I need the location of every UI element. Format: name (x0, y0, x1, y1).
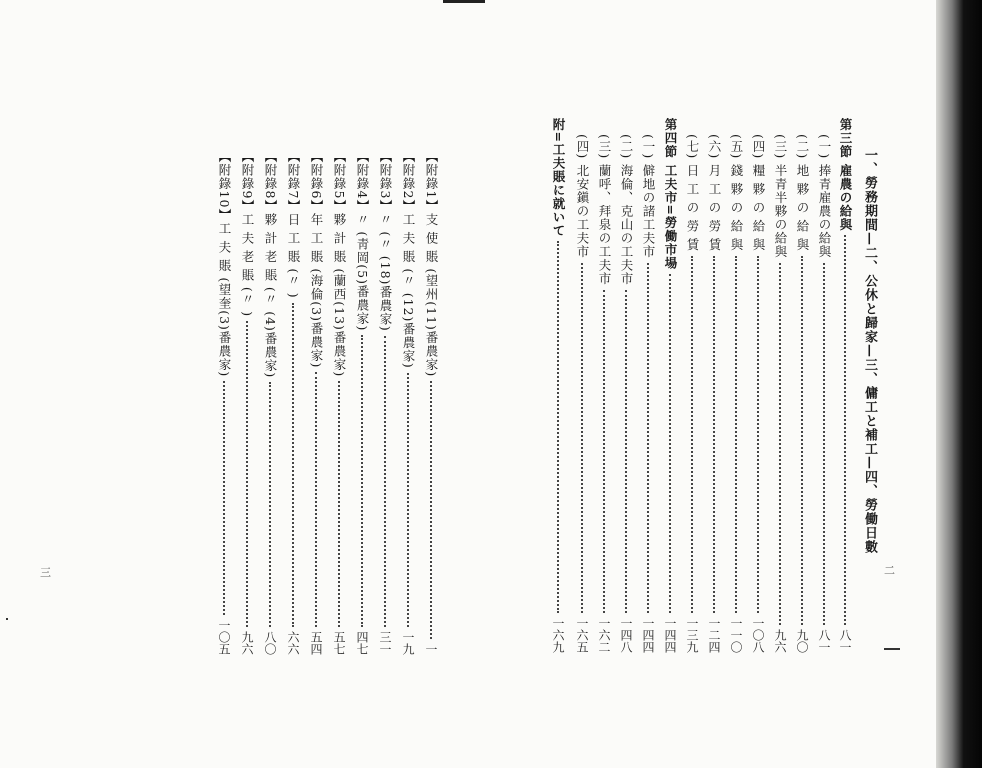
toc-entry-page: 一一〇 (729, 617, 743, 653)
toc-entry (617, 134, 635, 653)
appendix-entry (376, 150, 394, 655)
appendix-entry-page: 六六 (286, 631, 300, 655)
right-page-number: 二 (884, 564, 895, 577)
toc-entry-page: 一四八 (619, 617, 633, 653)
toc-entry-page: 九六 (773, 629, 787, 653)
toc-entry (573, 134, 591, 653)
toc-entry (771, 134, 789, 653)
dot-leader (801, 256, 803, 625)
dot-leader (407, 373, 409, 627)
dot-leader (315, 372, 317, 627)
appendix-entry-label: 【附錄9】工 夫 老 賬 (〃 ) (240, 150, 255, 318)
appendix-entry-page: 九六 (240, 631, 254, 655)
top-gutter-mark (443, 0, 485, 3)
toc-entry (705, 134, 723, 653)
toc-entry (749, 134, 767, 653)
dot-leader (384, 336, 386, 627)
dot-leader (269, 382, 271, 627)
toc-entry-label: 第三節 雇農の給與 (838, 118, 853, 232)
toc-entry (549, 118, 567, 653)
toc-entry (793, 134, 811, 653)
appendix-entry (307, 150, 325, 655)
appendix-entry-page: 四七 (355, 631, 369, 655)
appendix-entry (238, 150, 256, 655)
toc-entry-page: 一六五 (575, 617, 589, 653)
toc-entry (639, 134, 657, 653)
appendix-entry-label: 【附錄1】支 使 賬 (望州(11)番農家) (424, 150, 439, 378)
dot-leader (844, 235, 846, 625)
appendix-entry (353, 150, 371, 655)
appendix-entry-label: 【附錄6】年 工 賬 (海倫(3)番農家) (309, 150, 324, 369)
appendix-entry-label: 【附錄4】〃 (靑岡(5)番農家) (355, 150, 370, 332)
dot-leader (669, 274, 671, 613)
dot-leader (223, 381, 225, 615)
toc-entry-page: 八一 (817, 629, 831, 653)
toc-entry-label: (二) 地 夥 の 給 與 (795, 134, 810, 252)
appendix-entry-page: 一〇五 (217, 619, 231, 655)
toc-entry-label: (二) 海倫、克山の工夫市 (619, 134, 634, 286)
toc-entry (683, 134, 701, 653)
dot-leader (557, 241, 559, 613)
toc-entry (836, 118, 854, 653)
toc-entry-page: 一二四 (707, 617, 721, 653)
dot-leader (757, 256, 759, 613)
appendix-entry (284, 150, 302, 655)
appendix-entry (422, 150, 440, 655)
toc-entry-label: (一) 僻地の諸工夫市 (641, 134, 656, 259)
dot-leader (603, 290, 605, 613)
toc-entry (661, 118, 679, 653)
appendix-entry-label: 【附錄8】夥 計 老 賬 (〃 (4)番農家) (263, 150, 278, 379)
left-page-number: 三 (40, 566, 51, 579)
toc-entry-label: (三) 半青半夥の給與 (773, 134, 788, 259)
dot-leader (430, 381, 432, 639)
dot-leader (647, 263, 649, 613)
toc-entry-label: (四) 糧 夥 の 給 與 (751, 134, 766, 252)
dot-leader (713, 256, 715, 613)
toc-entry-label: (五) 錢 夥 の 給 與 (729, 134, 744, 252)
dot-leader (292, 303, 294, 627)
appendix-entry-page: 八〇 (263, 631, 277, 655)
appendix-entry-page: 三一 (378, 631, 392, 655)
toc-entry (595, 134, 613, 653)
appendix-entry-label: 【附錄5】夥 計 賬 (蘭西(13)番農家) (332, 150, 347, 378)
dot-leader (625, 290, 627, 613)
right-page-header: 一、勞務期間—二、公休と歸家—三、傭工と補工—四、勞働日數 (862, 148, 877, 554)
appendix-entry-label: 【附錄2】工 夫 賬 (〃 (12)番農家) (401, 150, 416, 369)
appendix-entry (330, 150, 348, 655)
dot-leader (581, 263, 583, 613)
appendix-entry-label: 【附錄7】日 工 賬 (〃 ) (286, 150, 301, 299)
toc-entry-label: (一) 捧青雇農の給與 (817, 134, 832, 259)
toc-entry-label: (七) 日 工 の 勞 賃 (685, 134, 700, 252)
toc-entry-label: 第四節 工夫市=勞働市場 (663, 118, 678, 270)
right-page-edge-shadow (936, 0, 982, 768)
dot-leader (735, 256, 737, 613)
toc-entry-page: 一四四 (641, 617, 655, 653)
scan-mark (884, 648, 900, 650)
dot-leader (338, 381, 340, 627)
appendix-entry-page: 一 (424, 643, 438, 655)
appendix-entry (399, 150, 417, 655)
dot-leader (823, 263, 825, 625)
appendix-entry (261, 150, 279, 655)
toc-entry-page: 一六二 (597, 617, 611, 653)
appendix-entry (215, 150, 233, 655)
dot-leader (361, 335, 363, 627)
toc-entry-page: 九〇 (795, 629, 809, 653)
toc-entry (815, 134, 833, 653)
scan-speck (6, 618, 8, 620)
appendix-entry-page: 五七 (332, 631, 346, 655)
dot-leader (779, 263, 781, 625)
toc-entry-label: (三) 蘭呼、拜泉の工夫市 (597, 134, 612, 286)
toc-entry-label: 附=工夫賬に就いて (551, 118, 566, 238)
appendix-entry-label: 【附錄10】工 夫 賬 (望奎(3)番農家) (217, 150, 232, 378)
dot-leader (246, 321, 248, 627)
toc-entry-label: (四) 北安鎭の工夫市 (575, 134, 590, 259)
toc-entry-label: (六) 月 工 の 勞 賃 (707, 134, 722, 252)
toc-entry-page: 一三九 (685, 617, 699, 653)
toc-entry-page: 一四四 (663, 617, 677, 653)
dot-leader (691, 256, 693, 613)
appendix-entry-page: 五四 (309, 631, 323, 655)
toc-entry (727, 134, 745, 653)
toc-entry-page: 一六九 (551, 617, 565, 653)
appendix-entry-page: 一九 (401, 631, 415, 655)
toc-entry-page: 八一 (838, 629, 852, 653)
toc-entry-page: 一〇八 (751, 617, 765, 653)
appendix-entry-label: 【附錄3】〃 (〃 (18)番農家) (378, 150, 393, 332)
